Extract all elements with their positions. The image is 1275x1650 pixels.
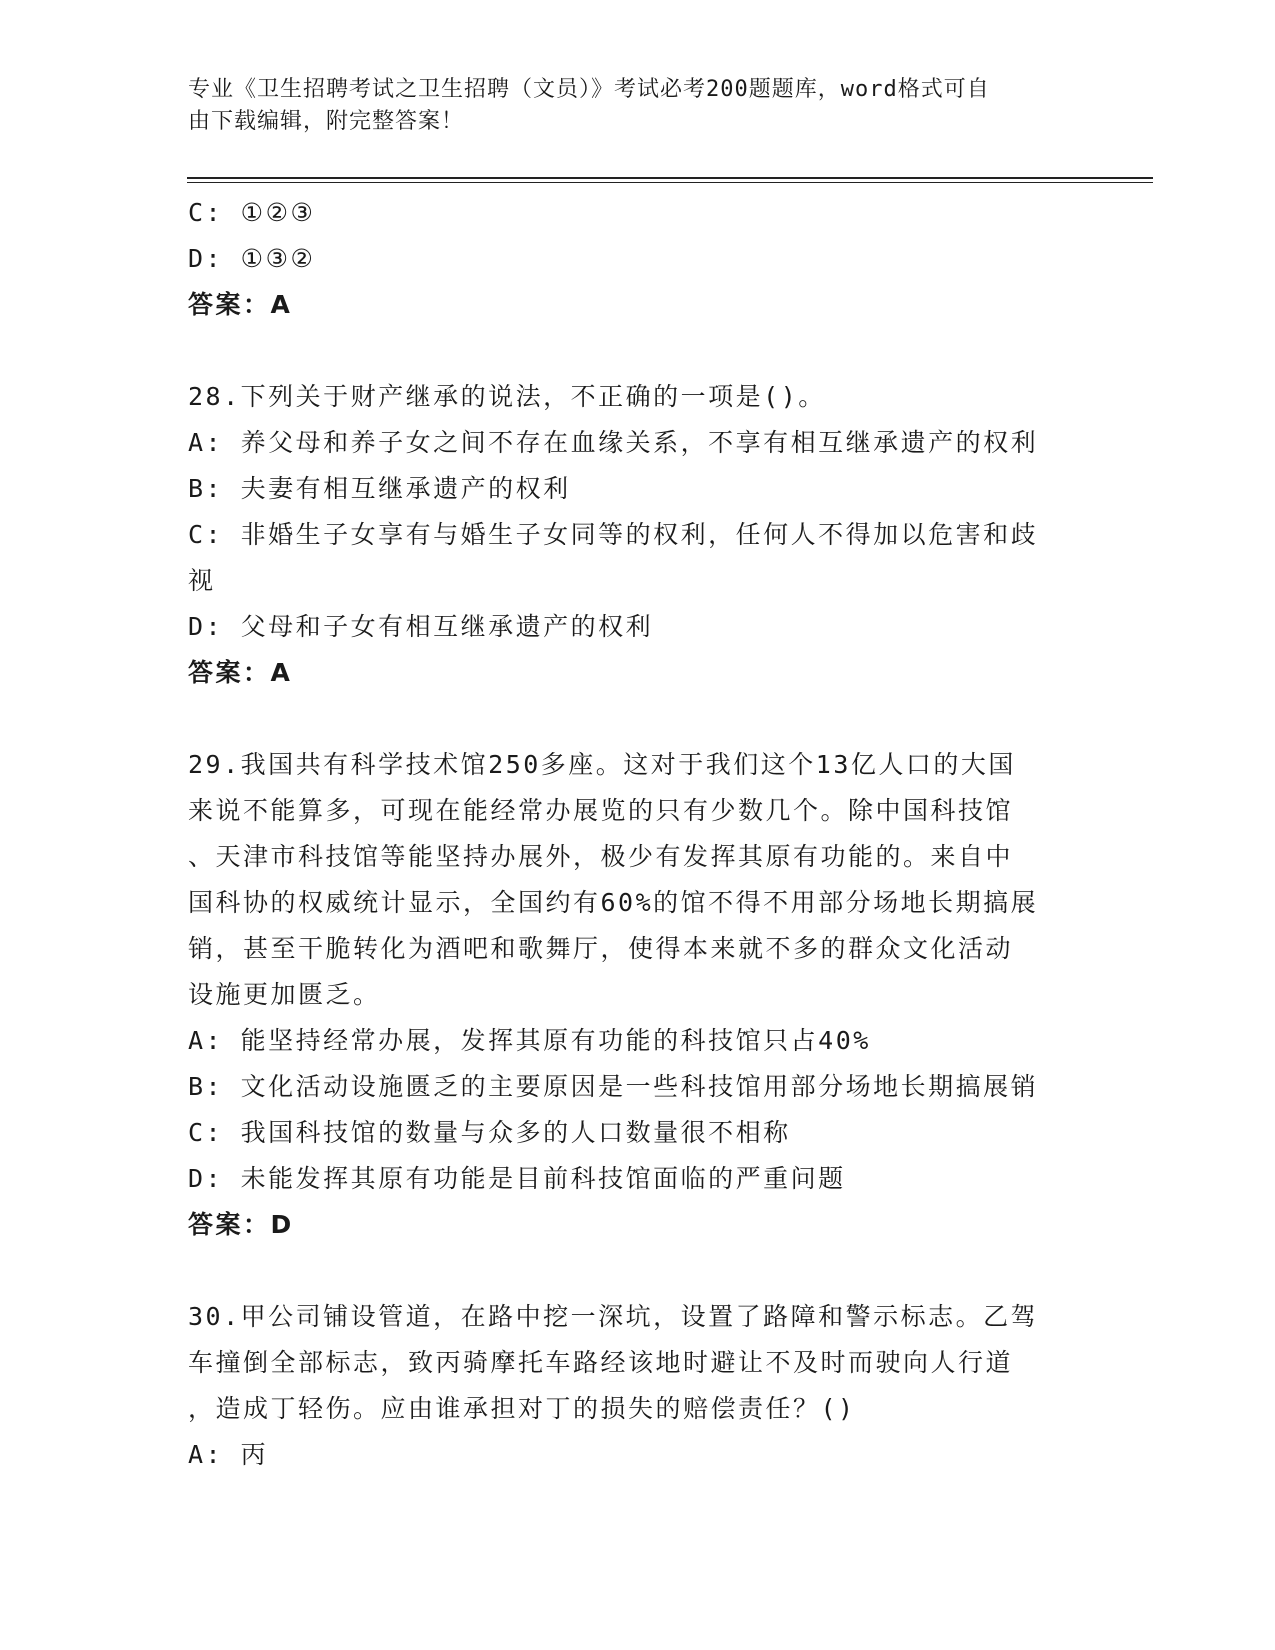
document-body xyxy=(188,190,1088,1478)
question-28 xyxy=(188,374,1088,696)
option-a: A: 丙 xyxy=(188,1440,269,1469)
question-spacer xyxy=(188,696,1088,742)
option-a: A: 能坚持经常办展，发挥其原有功能的科技馆只占40% xyxy=(188,1026,871,1055)
question-30 xyxy=(188,1294,1088,1478)
answer: 答案：D xyxy=(188,1210,294,1239)
answer: 答案：A xyxy=(188,658,293,687)
question-stem-line: 来说不能算多，可现在能经常办展览的只有少数几个。除中国科技馆 xyxy=(188,796,1014,825)
question-stem-line: 29.我国共有科学技术馆250多座。这对于我们这个13亿人口的大国 xyxy=(188,750,1016,779)
question-spacer xyxy=(188,328,1088,374)
question-stem: 28.下列关于财产继承的说法，不正确的一项是()。 xyxy=(188,382,826,411)
option-b: B: 文化活动设施匮乏的主要原因是一些科技馆用部分场地长期搞展销 xyxy=(188,1072,1039,1101)
option-d: D: ①③② xyxy=(188,244,316,273)
header-divider-thin xyxy=(187,182,1153,183)
question-27-tail xyxy=(188,190,1088,328)
question-stem-line: 、天津市科技馆等能坚持办展外，极少有发挥其原有功能的。来自中 xyxy=(188,842,1014,871)
question-29 xyxy=(188,742,1088,1248)
question-spacer xyxy=(188,1248,1088,1294)
option-c: C: 我国科技馆的数量与众多的人口数量很不相称 xyxy=(188,1118,791,1147)
answer: 答案：A xyxy=(188,290,293,319)
document-header xyxy=(188,74,1068,138)
option-c-continued: 视 xyxy=(188,566,216,595)
option-c: C: ①②③ xyxy=(188,198,316,227)
option-d: D: 未能发挥其原有功能是目前科技馆面临的严重问题 xyxy=(188,1164,846,1193)
option-c: C: 非婚生子女享有与婚生子女同等的权利，任何人不得加以危害和歧 xyxy=(188,520,1039,549)
option-d: D: 父母和子女有相互继承遗产的权利 xyxy=(188,612,654,641)
question-stem-line: 车撞倒全部标志，致丙骑摩托车路经该地时避让不及时而驶向人行道 xyxy=(188,1348,1014,1377)
question-stem-line: 国科协的权威统计显示，全国约有60%的馆不得不用部分场地长期搞展 xyxy=(188,888,1039,917)
option-b: B: 夫妻有相互继承遗产的权利 xyxy=(188,474,571,503)
question-stem-line: 30.甲公司铺设管道，在路中挖一深坑，设置了路障和警示标志。乙驾 xyxy=(188,1302,1039,1331)
option-a: A: 养父母和养子女之间不存在血缘关系，不享有相互继承遗产的权利 xyxy=(188,428,1039,457)
header-line-1: 专业《卫生招聘考试之卫生招聘（文员）》考试必考200题题库，word格式可自 xyxy=(188,77,990,102)
question-stem-line: ，造成丁轻伤。应由谁承担对丁的损失的赔偿责任？() xyxy=(188,1394,856,1423)
question-stem-line: 设施更加匮乏。 xyxy=(188,980,381,1009)
header-line-2: 由下载编辑，附完整答案！ xyxy=(188,109,465,134)
question-stem-line: 销，甚至干脆转化为酒吧和歌舞厅，使得本来就不多的群众文化活动 xyxy=(188,934,1014,963)
header-divider-thick xyxy=(187,177,1153,179)
